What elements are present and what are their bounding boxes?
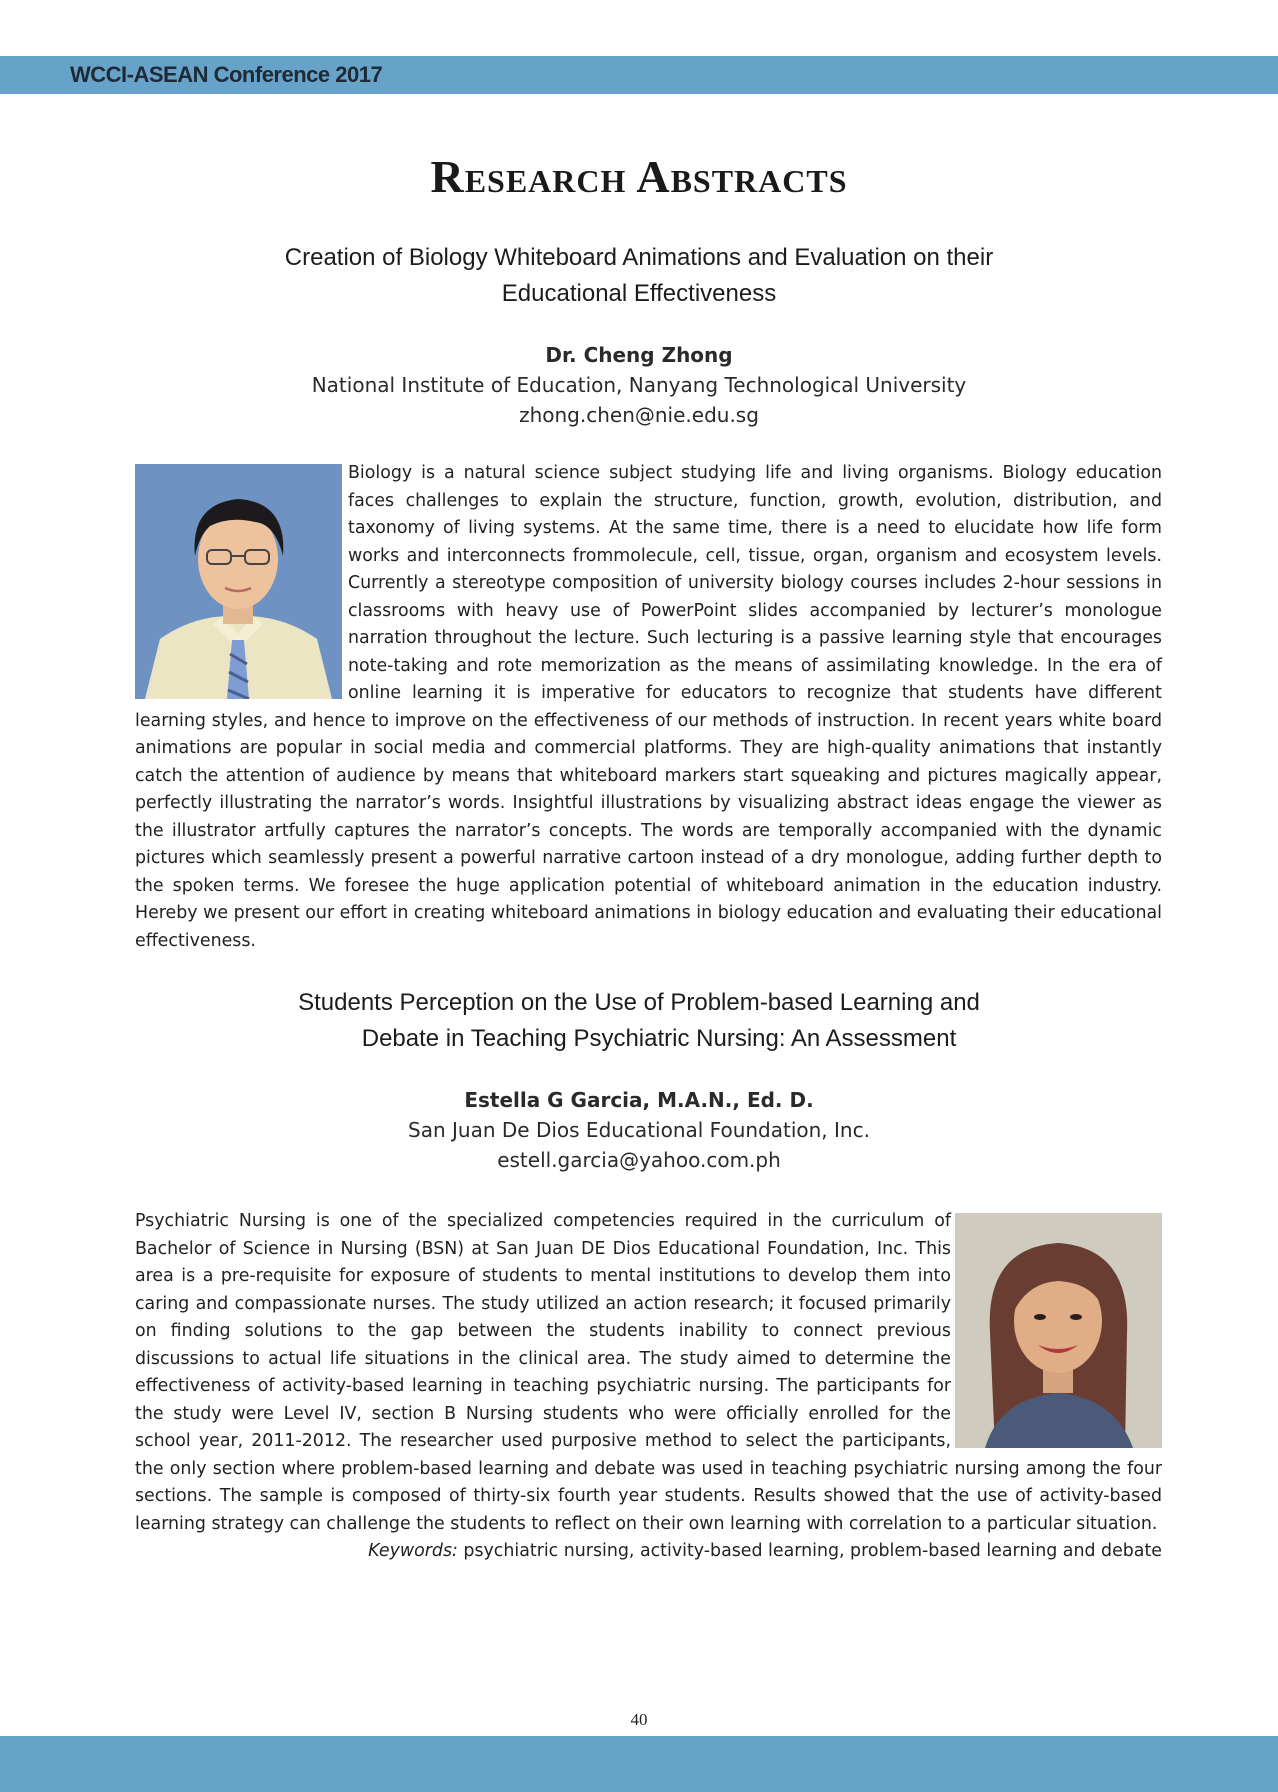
article-1-title-line1: Creation of Biology Whiteboard Animations and Evaluation on their bbox=[284, 244, 994, 271]
article-1-abstract-text: Biology is a natural science subject studying life and living organisms. Biology education faces challenges to explain the structure, function, growth, evolution, distribution, and taxonomy of living systems. At the same time, there is a need to elucidate how life form works and interconnects frommolecule, cell, tissue, organ, organism and ecosystem levels. Currently a stereotype composition of university biology courses includes 2-hour sessions in classrooms with heavy use of PowerPoint slides accompanied by lecturer’s monologue narration throughout the lecture. Such lecturing is a passive learning style that encourages note-taking and rote memorization as the means of assimilating knowledge. In the era of online learning it is imperative for educators to recognize that students have different learning styles, and hence to improve on the effectiveness of our methods of instruction. In recent years white board animations are popular in social media and commercial platforms. They are high-quality animations that instantly catch the attention of audience by means that whiteboard markers start squeaking and pictures magically appear, perfectly illustrating the narrator’s words. Insightful illustrations by visualizing abstract ideas engage the viewer as the illustrator artfully captures the narrator’s concepts. The words are temporally accompanied with the dynamic pictures which seamlessly present a powerful narrative cartoon instead of a dry monologue, adding further depth to the spoken terms. We foresee the huge application potential of whiteboard animation in the education industry. Hereby we present our effort in creating whiteboard animations in biology education and evaluating their educational effectiveness. bbox=[135, 463, 1162, 951]
article-2-affiliation: San Juan De Dios Educational Foundation, Inc. bbox=[408, 1118, 870, 1142]
footer-band bbox=[0, 1736, 1278, 1792]
article-1-author-block bbox=[0, 340, 1278, 430]
article-2-email: estell.garcia@yahoo.com.ph bbox=[497, 1148, 781, 1172]
article-2-author-name: Estella G Garcia, M.A.N., Ed. D. bbox=[464, 1088, 814, 1112]
article-1-title bbox=[0, 240, 1278, 312]
article-1-title-line2: Educational Effectiveness bbox=[501, 280, 777, 307]
article-1-affiliation: National Institute of Education, Nanyang Technological University bbox=[311, 373, 967, 397]
article-2-abstract-text: Psychiatric Nursing is one of the specialized competencies required in the curriculum of Bachelor of Science in Nursing (BSN) at San Juan DE Dios Educational Foundation, Inc. This area is a pre-requisite for exposure of students to mental institutions to develop them into caring and compassionate nurses. The study utilized an action research; it focused primarily on finding solutions to the gap between the students inability to connect previous discussions to actual life situations in the clinical area. The study aimed to determine the effectiveness of activity-based learning in teaching psychiatric nursing. The participants for the study were Level IV, section B Nursing students who were officially enrolled for the school year, 2011-2012. The researcher used purposive method to select the participants, the only section where problem-based learning and debate was used in teaching psychiatric nursing among the four sections. The sample is composed of thirty-six fourth year students. Results showed that the use of activity-based learning strategy can challenge the students to reflect on their own learning with correlation to a particular situation. bbox=[135, 1211, 1162, 1534]
article-2-keywords bbox=[135, 1538, 1162, 1566]
article-2-author-block bbox=[0, 1085, 1278, 1175]
article-1-author-name: Dr. Cheng Zhong bbox=[545, 343, 733, 367]
article-1-abstract bbox=[135, 460, 1162, 955]
portrait-man-illustration bbox=[135, 464, 342, 699]
article-2-title-line2: Debate in Teaching Psychiatric Nursing: An Assessment bbox=[361, 1025, 957, 1052]
article-2-title bbox=[0, 985, 1278, 1057]
keywords-label: Keywords: bbox=[368, 1541, 458, 1561]
author-photo-cheng-zhong bbox=[135, 464, 342, 699]
article-1-email: zhong.chen@nie.edu.sg bbox=[519, 403, 759, 427]
portrait-woman-illustration bbox=[955, 1213, 1162, 1448]
article-2-title-line1: Students Perception on the Use of Problem-based Learning and bbox=[298, 989, 980, 1016]
page-number: 40 bbox=[630, 1710, 648, 1729]
header-band bbox=[0, 56, 1278, 94]
article-2-abstract bbox=[135, 1208, 1162, 1566]
keywords-text: psychiatric nursing, activity-based learning, problem-based learning and debate bbox=[463, 1541, 1162, 1561]
conference-title: WCCI-ASEAN Conference 2017 bbox=[70, 62, 383, 87]
page-title: Research Abstracts bbox=[430, 151, 848, 202]
author-photo-estella-garcia bbox=[955, 1213, 1162, 1448]
